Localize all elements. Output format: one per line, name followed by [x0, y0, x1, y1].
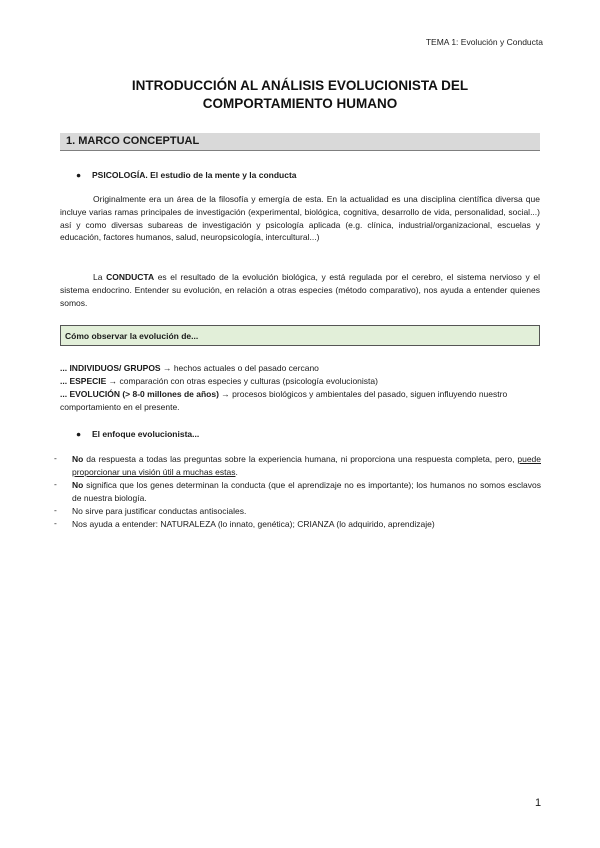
dash-item: No significa que los genes determinan la conducta (que el aprendizaje no es importante); los humanos no somos esclavos de nuestra biología.	[72, 480, 541, 503]
subheading-enfoque: El enfoque evolucionista...	[92, 429, 200, 439]
bullet-icon: ●	[76, 170, 82, 180]
term-conducta: CONDUCTA	[106, 272, 155, 282]
callout-title: Cómo observar la evolución de...	[65, 331, 199, 341]
observe-item-individuos: ... INDIVIDUOS/ GRUPOS → hechos actuales o del pasado cercano	[60, 363, 319, 373]
observe-item-especie: ... ESPECIE → comparación con otras especies y culturas (psicología evolucionista)	[60, 376, 378, 386]
observe-item-evolucion: ... EVOLUCIÓN (> 8-0 millones de años) → procesos biológicos y ambientales del pasado, siguen influyendo nuestro comportamiento en el presente.	[60, 389, 508, 412]
title-line-1: INTRODUCCIÓN AL ANÁLISIS EVOLUCIONISTA DEL	[131, 78, 469, 93]
section-heading-bar	[60, 133, 540, 151]
paragraph-psicologia	[60, 193, 540, 244]
page-number: 1	[535, 797, 542, 809]
subheading-psicologia: PSICOLOGÍA. El estudio de la mente y la conducta	[92, 170, 297, 180]
dash-marker: -	[54, 505, 57, 515]
dash-marker: -	[54, 518, 57, 528]
document-title	[60, 77, 540, 113]
paragraph-conducta: La CONDUCTA es el resultado de la evolución biológica, y está regulada por el cerebro, el sistema nervioso y el sistema endocrino. Entender su evolución, en relación a otras especies (método comparativo), nos ayuda a entender quienes somos.	[60, 272, 540, 308]
bullet-icon: ●	[76, 429, 82, 439]
running-header: TEMA 1: Evolución y Conducta	[425, 37, 543, 47]
dash-item: No da respuesta a todas las preguntas sobre la experiencia humana, ni proporciona una respuesta completa, pero, puede proporcionar una visión útil a muchas estas.	[72, 454, 541, 477]
dash-item: No sirve para justificar conductas antisociales.	[72, 506, 247, 516]
dash-item: Nos ayuda a entender: NATURALEZA (lo innato, genética); CRIANZA (lo adquirido, aprendizaje)	[72, 519, 435, 529]
dash-marker: -	[54, 453, 57, 463]
section-heading: 1. MARCO CONCEPTUAL	[66, 135, 200, 147]
underlined-phrase: puede proporcionar una visión útil a muchas estas	[72, 454, 541, 477]
paragraph-psicologia-text: Originalmente era un área de la filosofía y emergía de esta. En la actualidad es una disciplina científica diversa que incluye varias ramas principales de investigación (experimental, biológica, cognitiva, desarrollo de vida, personalidad, social...) así y como diversas subareas de investigación y psicología aplicada (e.g. clínica, industrial/organizacional, escuelas y educación, factores humanos, salud, neuropsicología, intercultural...)	[60, 194, 540, 243]
title-line-2: COMPORTAMIENTO HUMANO	[202, 96, 398, 111]
dash-marker: -	[54, 479, 57, 489]
callout-box	[60, 325, 540, 346]
